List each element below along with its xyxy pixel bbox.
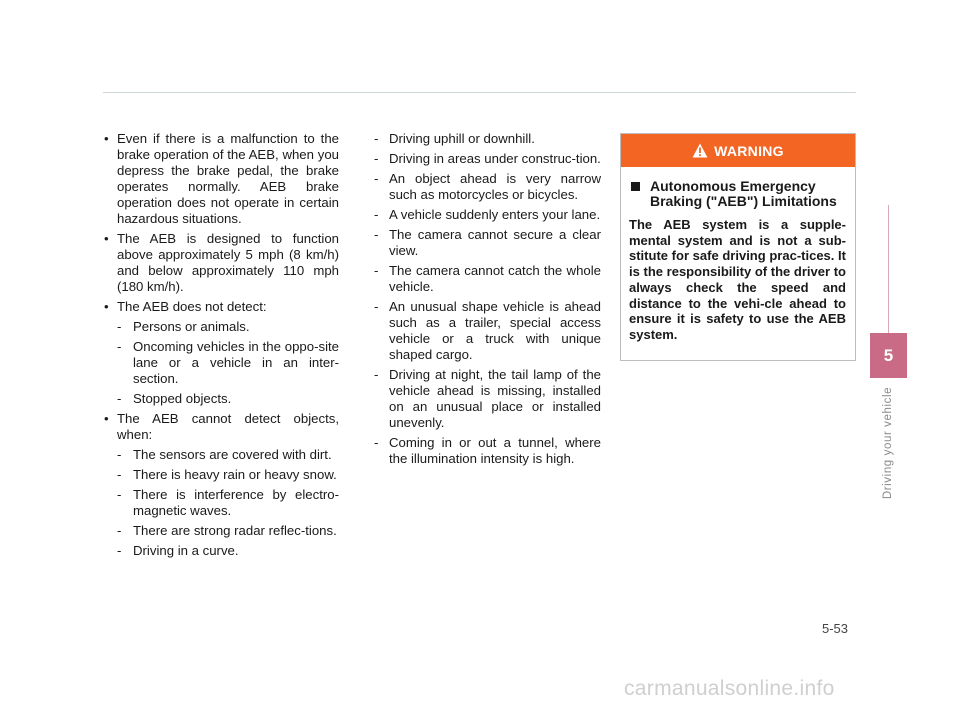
- dash-item: - Driving at night, the tail lamp of the vehicle ahead is missing, installed on an unusual place or installed unevenly.: [372, 367, 601, 431]
- warning-triangle-icon: [692, 143, 708, 158]
- bullet-item: • The AEB does not detect:: [103, 299, 339, 315]
- chapter-label: Driving your vehicle: [882, 386, 894, 500]
- dash-item: - Driving uphill or downhill.: [372, 131, 601, 147]
- square-bullet-icon: [631, 182, 640, 191]
- watermark: carmanualsonline.info: [624, 677, 835, 700]
- dash-item: - A vehicle suddenly enters your lane.: [372, 207, 601, 223]
- chapter-tab: [870, 333, 907, 378]
- dash-item: - There are strong radar reflec-tions.: [103, 523, 339, 539]
- bullet-item: • The AEB cannot detect objects, when:: [103, 411, 339, 443]
- dash-item: - Persons or animals.: [103, 319, 339, 335]
- warning-title-text: Autonomous Emergency Braking ("AEB") Limitations: [650, 178, 837, 209]
- dash-item: - Stopped objects.: [103, 391, 339, 407]
- chapter-number: 5: [883, 345, 894, 365]
- dash-item: - Driving in a curve.: [103, 543, 339, 559]
- left-column: [103, 131, 339, 563]
- dash-item: - Coming in or out a tunnel, where the illumination intensity is high.: [372, 435, 601, 467]
- dash-item: - Oncoming vehicles in the oppo-site lane or a vehicle in an inter-section.: [103, 339, 339, 387]
- dash-item: - The camera cannot catch the whole vehicle.: [372, 263, 601, 295]
- dash-item: - The sensors are covered with dirt.: [103, 447, 339, 463]
- middle-column: [372, 131, 601, 471]
- dash-item: - The camera cannot secure a clear view.: [372, 227, 601, 259]
- dash-item: - Driving in areas under construc-tion.: [372, 151, 601, 167]
- warning-title: [631, 179, 845, 209]
- warning-box: [620, 133, 856, 361]
- dash-item: - There is heavy rain or heavy snow.: [103, 467, 339, 483]
- dash-item: - An object ahead is very narrow such as motorcycles or bicycles.: [372, 171, 601, 203]
- dash-item: - There is interference by electro-magnetic waves.: [103, 487, 339, 519]
- warning-label: WARNING: [714, 142, 784, 159]
- warning-body: The AEB system is a supple-mental system and is not a sub-stitute for safe driving prac-tices. It is the responsibility of the driver to always check the speed and distance to the vehi-cle ahead to ensure it is safety to use the AEB system.: [629, 217, 846, 342]
- page-number: 5-53: [822, 621, 849, 636]
- side-divider: [888, 205, 889, 333]
- warning-header: [621, 134, 855, 167]
- dash-item: - An unusual shape vehicle is ahead such as a trailer, special access vehicle or a truck with unique shaped cargo.: [372, 299, 601, 363]
- bullet-item: • Even if there is a malfunction to the brake operation of the AEB, when you depress the brake pedal, the brake operates normally. AEB brake operation does not operate in certain hazardous situations.: [103, 131, 339, 227]
- bullet-item: • The AEB is designed to function above approximately 5 mph (8 km/h) and below approximately 110 mph (180 km/h).: [103, 231, 339, 295]
- top-divider: [103, 92, 856, 93]
